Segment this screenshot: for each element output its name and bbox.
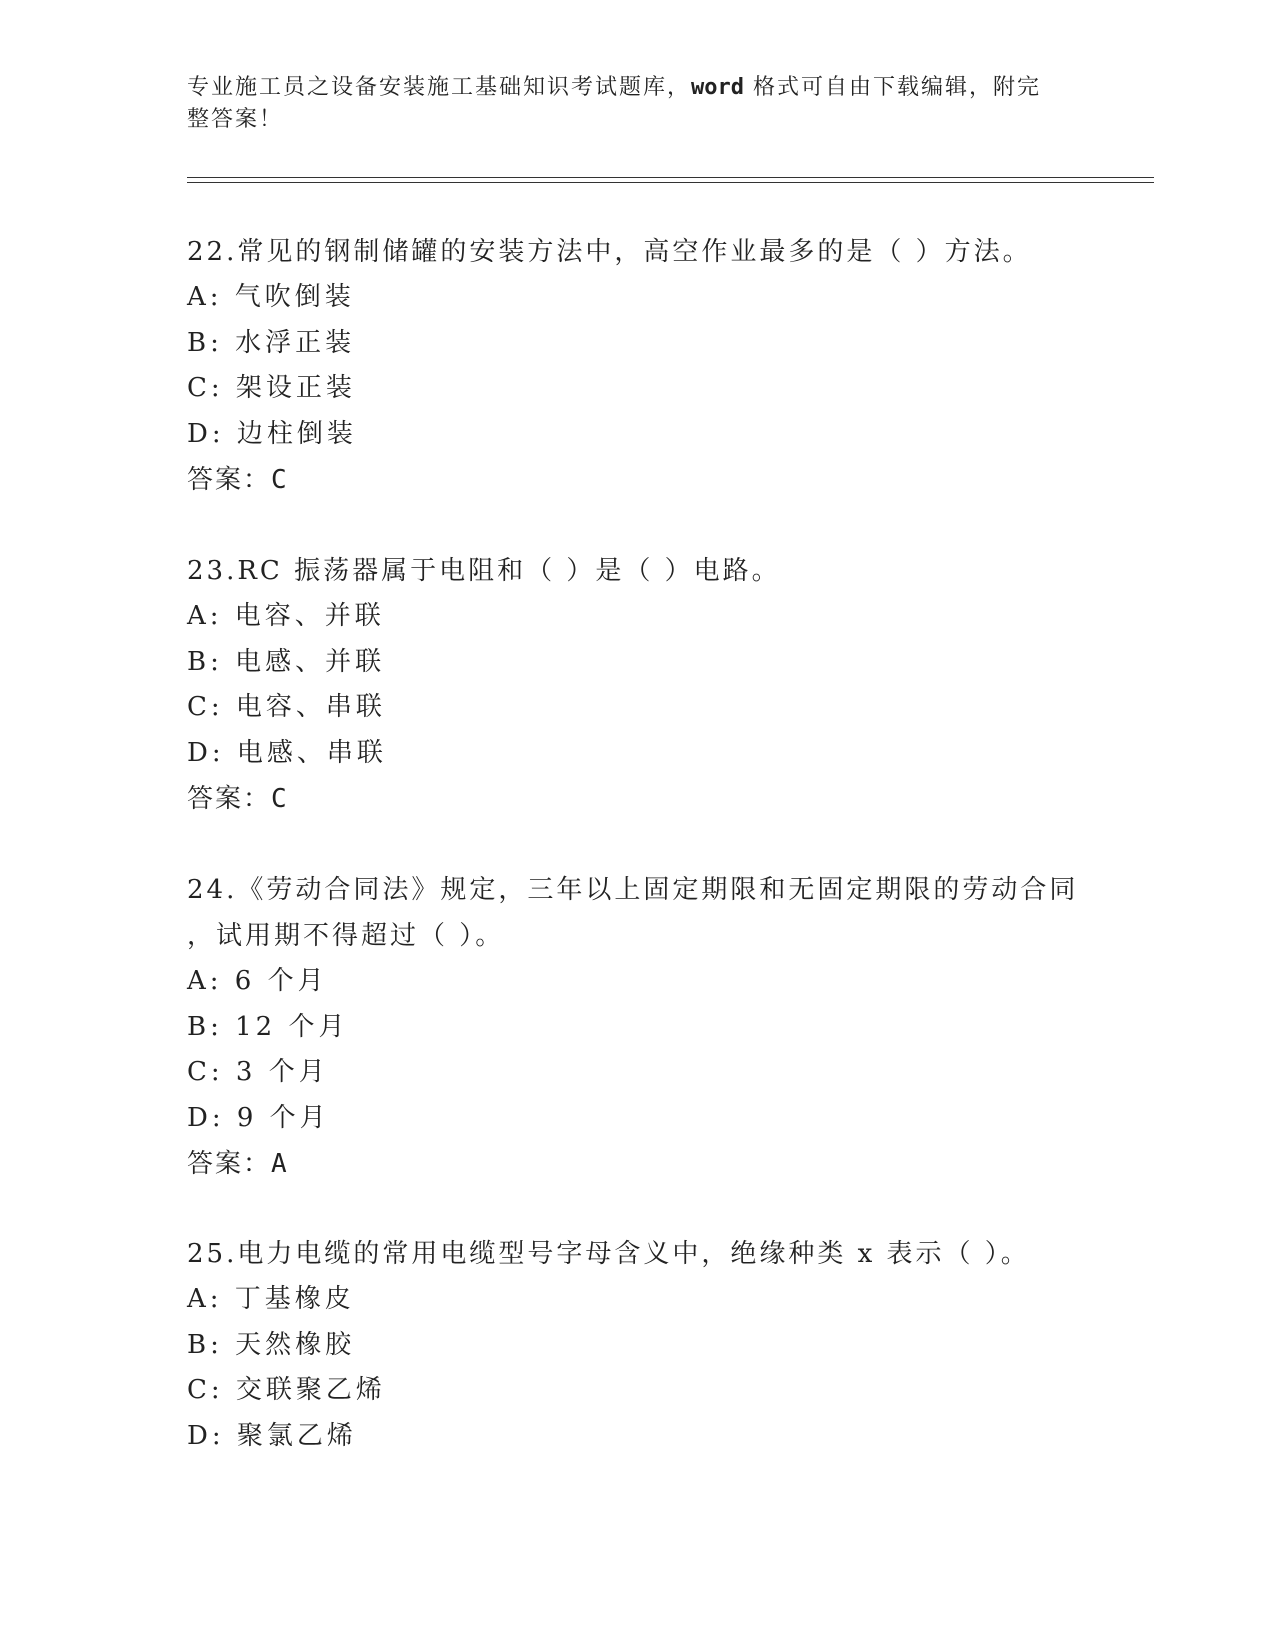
header-line-2: 整答案！ (187, 107, 284, 132)
option-c: C: 架设正装 (187, 373, 356, 403)
option-a: A: 气吹倒装 (187, 282, 355, 312)
option-b: B: 天然橡胶 (187, 1329, 356, 1360)
question-22 (187, 229, 1087, 503)
answer-label: 答案： (187, 784, 272, 814)
answer-line (187, 776, 1087, 822)
question-text-line-1: 24.《劳动合同法》规定，三年以上固定期限和无固定期限的劳动合同 (187, 875, 1079, 905)
option-c: C: 交联聚乙烯 (187, 1375, 386, 1405)
answer-value: C (271, 465, 289, 495)
header-word-keyword: word (691, 75, 744, 100)
option-c: C: 电容、串联 (187, 692, 386, 722)
answer-label: 答案： (187, 465, 272, 495)
header-line-1 (187, 72, 1087, 104)
answer-value: C (271, 784, 289, 814)
header-divider-top (187, 177, 1154, 178)
header-line-1-prefix: 专业施工员之设备安装施工基础知识考试题库， (187, 75, 692, 100)
option-b: B: 12 个月 (187, 1011, 349, 1042)
option-d: D: 电感、串联 (187, 737, 387, 768)
question-25 (187, 1231, 1087, 1459)
question-text: 22.常见的钢制储罐的安装方法中，高空作业最多的是（ ）方法。 (187, 237, 1032, 267)
question-23 (187, 548, 1087, 822)
option-d: D: 聚氯乙烯 (187, 1420, 357, 1451)
answer-line (187, 1141, 1087, 1187)
answer-line (187, 457, 1087, 503)
option-b: B: 电感、并联 (187, 646, 386, 677)
option-c: C: 3 个月 (187, 1057, 329, 1087)
answer-value: A (271, 1149, 289, 1179)
option-d: D: 9 个月 (187, 1102, 330, 1133)
question-text: 25.电力电缆的常用电缆型号字母含义中，绝缘种类 x 表示（ ）。 (187, 1239, 1030, 1269)
header-divider-bottom (187, 182, 1154, 183)
answer-label: 答案： (187, 1149, 272, 1179)
option-a: A: 丁基橡皮 (187, 1284, 355, 1314)
option-b: B: 水浮正装 (187, 327, 356, 358)
option-a: A: 6 个月 (187, 966, 328, 996)
question-24 (187, 867, 1087, 1187)
option-d: D: 边柱倒装 (187, 418, 357, 449)
question-text: 23.RC 振荡器属于电阻和（ ）是（ ）电路。 (187, 556, 781, 586)
header-line-1-suffix: 格式可自由下载编辑，附完 (744, 75, 1041, 100)
document-header (187, 72, 1087, 136)
question-text-line-2: ，试用期不得超过（ ）。 (187, 921, 505, 951)
option-a: A: 电容、并联 (187, 601, 385, 631)
